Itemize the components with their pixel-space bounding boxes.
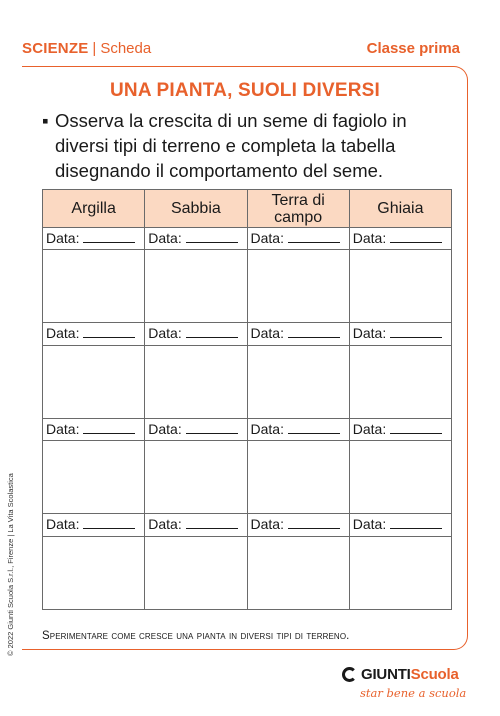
date-label: Data: (148, 230, 182, 246)
instruction (42, 108, 452, 183)
drawing-cell[interactable] (349, 345, 451, 418)
date-write-line[interactable] (390, 423, 442, 434)
observation-table (42, 189, 452, 610)
date-cell (247, 323, 349, 345)
drawing-cell[interactable] (349, 250, 451, 323)
date-write-line[interactable] (83, 327, 135, 338)
date-write-line[interactable] (83, 232, 135, 243)
column-header-ghiaia: Ghiaia (349, 190, 451, 228)
date-cell (247, 514, 349, 536)
drawing-cell[interactable] (145, 536, 247, 609)
date-cell (43, 514, 145, 536)
date-cell (43, 228, 145, 250)
date-label: Data: (46, 516, 80, 533)
table-body (43, 228, 452, 610)
logo-g-icon (342, 667, 357, 682)
date-label: Data: (352, 420, 387, 437)
date-label: Data: (148, 420, 182, 437)
logo-tagline: star bene a scuola (360, 686, 467, 700)
copyright-text: © 2022 Giunti Scuola S.r.l., Firenze | La Vita Scolastica (6, 473, 15, 656)
drawing-row (43, 345, 452, 418)
drawing-cell[interactable] (349, 441, 451, 514)
date-cell (145, 514, 247, 536)
page-header (22, 38, 460, 62)
date-cell (349, 514, 451, 536)
subject-name: SCIENZE (22, 40, 89, 57)
drawing-row (43, 250, 452, 323)
drawing-row (43, 536, 452, 609)
date-cell (247, 418, 349, 440)
date-cell (349, 418, 451, 440)
date-cell (145, 418, 247, 440)
drawing-cell[interactable] (145, 345, 247, 418)
date-write-line[interactable] (288, 423, 340, 434)
date-label: Data: (352, 325, 387, 342)
date-write-line[interactable] (83, 518, 135, 529)
date-row (43, 418, 452, 440)
date-label: Data: (148, 516, 182, 533)
date-cell (145, 323, 247, 345)
giunti-scuola-logo (340, 666, 470, 706)
date-label: Data: (250, 230, 284, 246)
date-write-line[interactable] (390, 232, 442, 243)
drawing-cell[interactable] (43, 441, 145, 514)
column-header-sabbia: Sabbia (145, 190, 247, 228)
drawing-cell[interactable] (247, 441, 349, 514)
instruction-text: Osserva la crescita di un seme di fagiolo in diversi tipi di terreno e completa la tabella disegnando il comportamento del seme. (55, 110, 407, 181)
drawing-cell[interactable] (145, 250, 247, 323)
date-write-line[interactable] (186, 518, 238, 529)
date-write-line[interactable] (288, 232, 340, 243)
table-header-row (43, 190, 452, 228)
header-separator: | (92, 40, 97, 57)
date-label: Data: (352, 230, 387, 246)
worksheet-title: UNA PIANTA, SUOLI DIVERSI (110, 80, 380, 101)
drawing-cell[interactable] (247, 250, 349, 323)
date-label: Data: (46, 420, 80, 437)
drawing-cell[interactable] (349, 536, 451, 609)
date-row (43, 323, 452, 345)
date-label: Data: (46, 325, 80, 342)
drawing-row (43, 441, 452, 514)
drawing-cell[interactable] (247, 345, 349, 418)
subject-label (22, 40, 151, 57)
class-label: Classe prima (366, 40, 460, 57)
date-cell (247, 228, 349, 250)
logo-wordmark (361, 666, 459, 683)
column-header-terra-di-campo: Terra di campo (247, 190, 349, 228)
drawing-cell[interactable] (43, 345, 145, 418)
date-label: Data: (250, 516, 284, 533)
column-header-argilla: Argilla (43, 190, 145, 228)
date-label: Data: (352, 516, 387, 533)
date-write-line[interactable] (288, 518, 340, 529)
drawing-cell[interactable] (145, 441, 247, 514)
drawing-cell[interactable] (43, 250, 145, 323)
date-row (43, 228, 452, 250)
date-write-line[interactable] (186, 423, 238, 434)
date-label: Data: (148, 325, 182, 342)
drawing-cell[interactable] (43, 536, 145, 609)
footer-note: Sperimentare come cresce una pianta in diversi tipi di terreno. (42, 630, 350, 642)
worksheet-type: Scheda (100, 40, 152, 57)
date-label: Data: (250, 420, 284, 437)
date-cell (349, 323, 451, 345)
date-cell (43, 323, 145, 345)
date-write-line[interactable] (186, 232, 238, 243)
date-cell (145, 228, 247, 250)
logo-brand-accent: Scuola (410, 666, 459, 683)
drawing-cell[interactable] (247, 536, 349, 609)
date-write-line[interactable] (288, 327, 340, 338)
date-label: Data: (250, 325, 284, 342)
date-write-line[interactable] (390, 518, 442, 529)
date-cell (349, 228, 451, 250)
date-write-line[interactable] (83, 423, 135, 434)
logo-brand-main: GIUNTI (361, 666, 411, 683)
date-write-line[interactable] (390, 327, 442, 338)
date-cell (43, 418, 145, 440)
date-write-line[interactable] (186, 327, 238, 338)
bullet-icon: ▪ (42, 110, 49, 131)
date-label: Data: (46, 230, 80, 246)
date-row (43, 514, 452, 536)
